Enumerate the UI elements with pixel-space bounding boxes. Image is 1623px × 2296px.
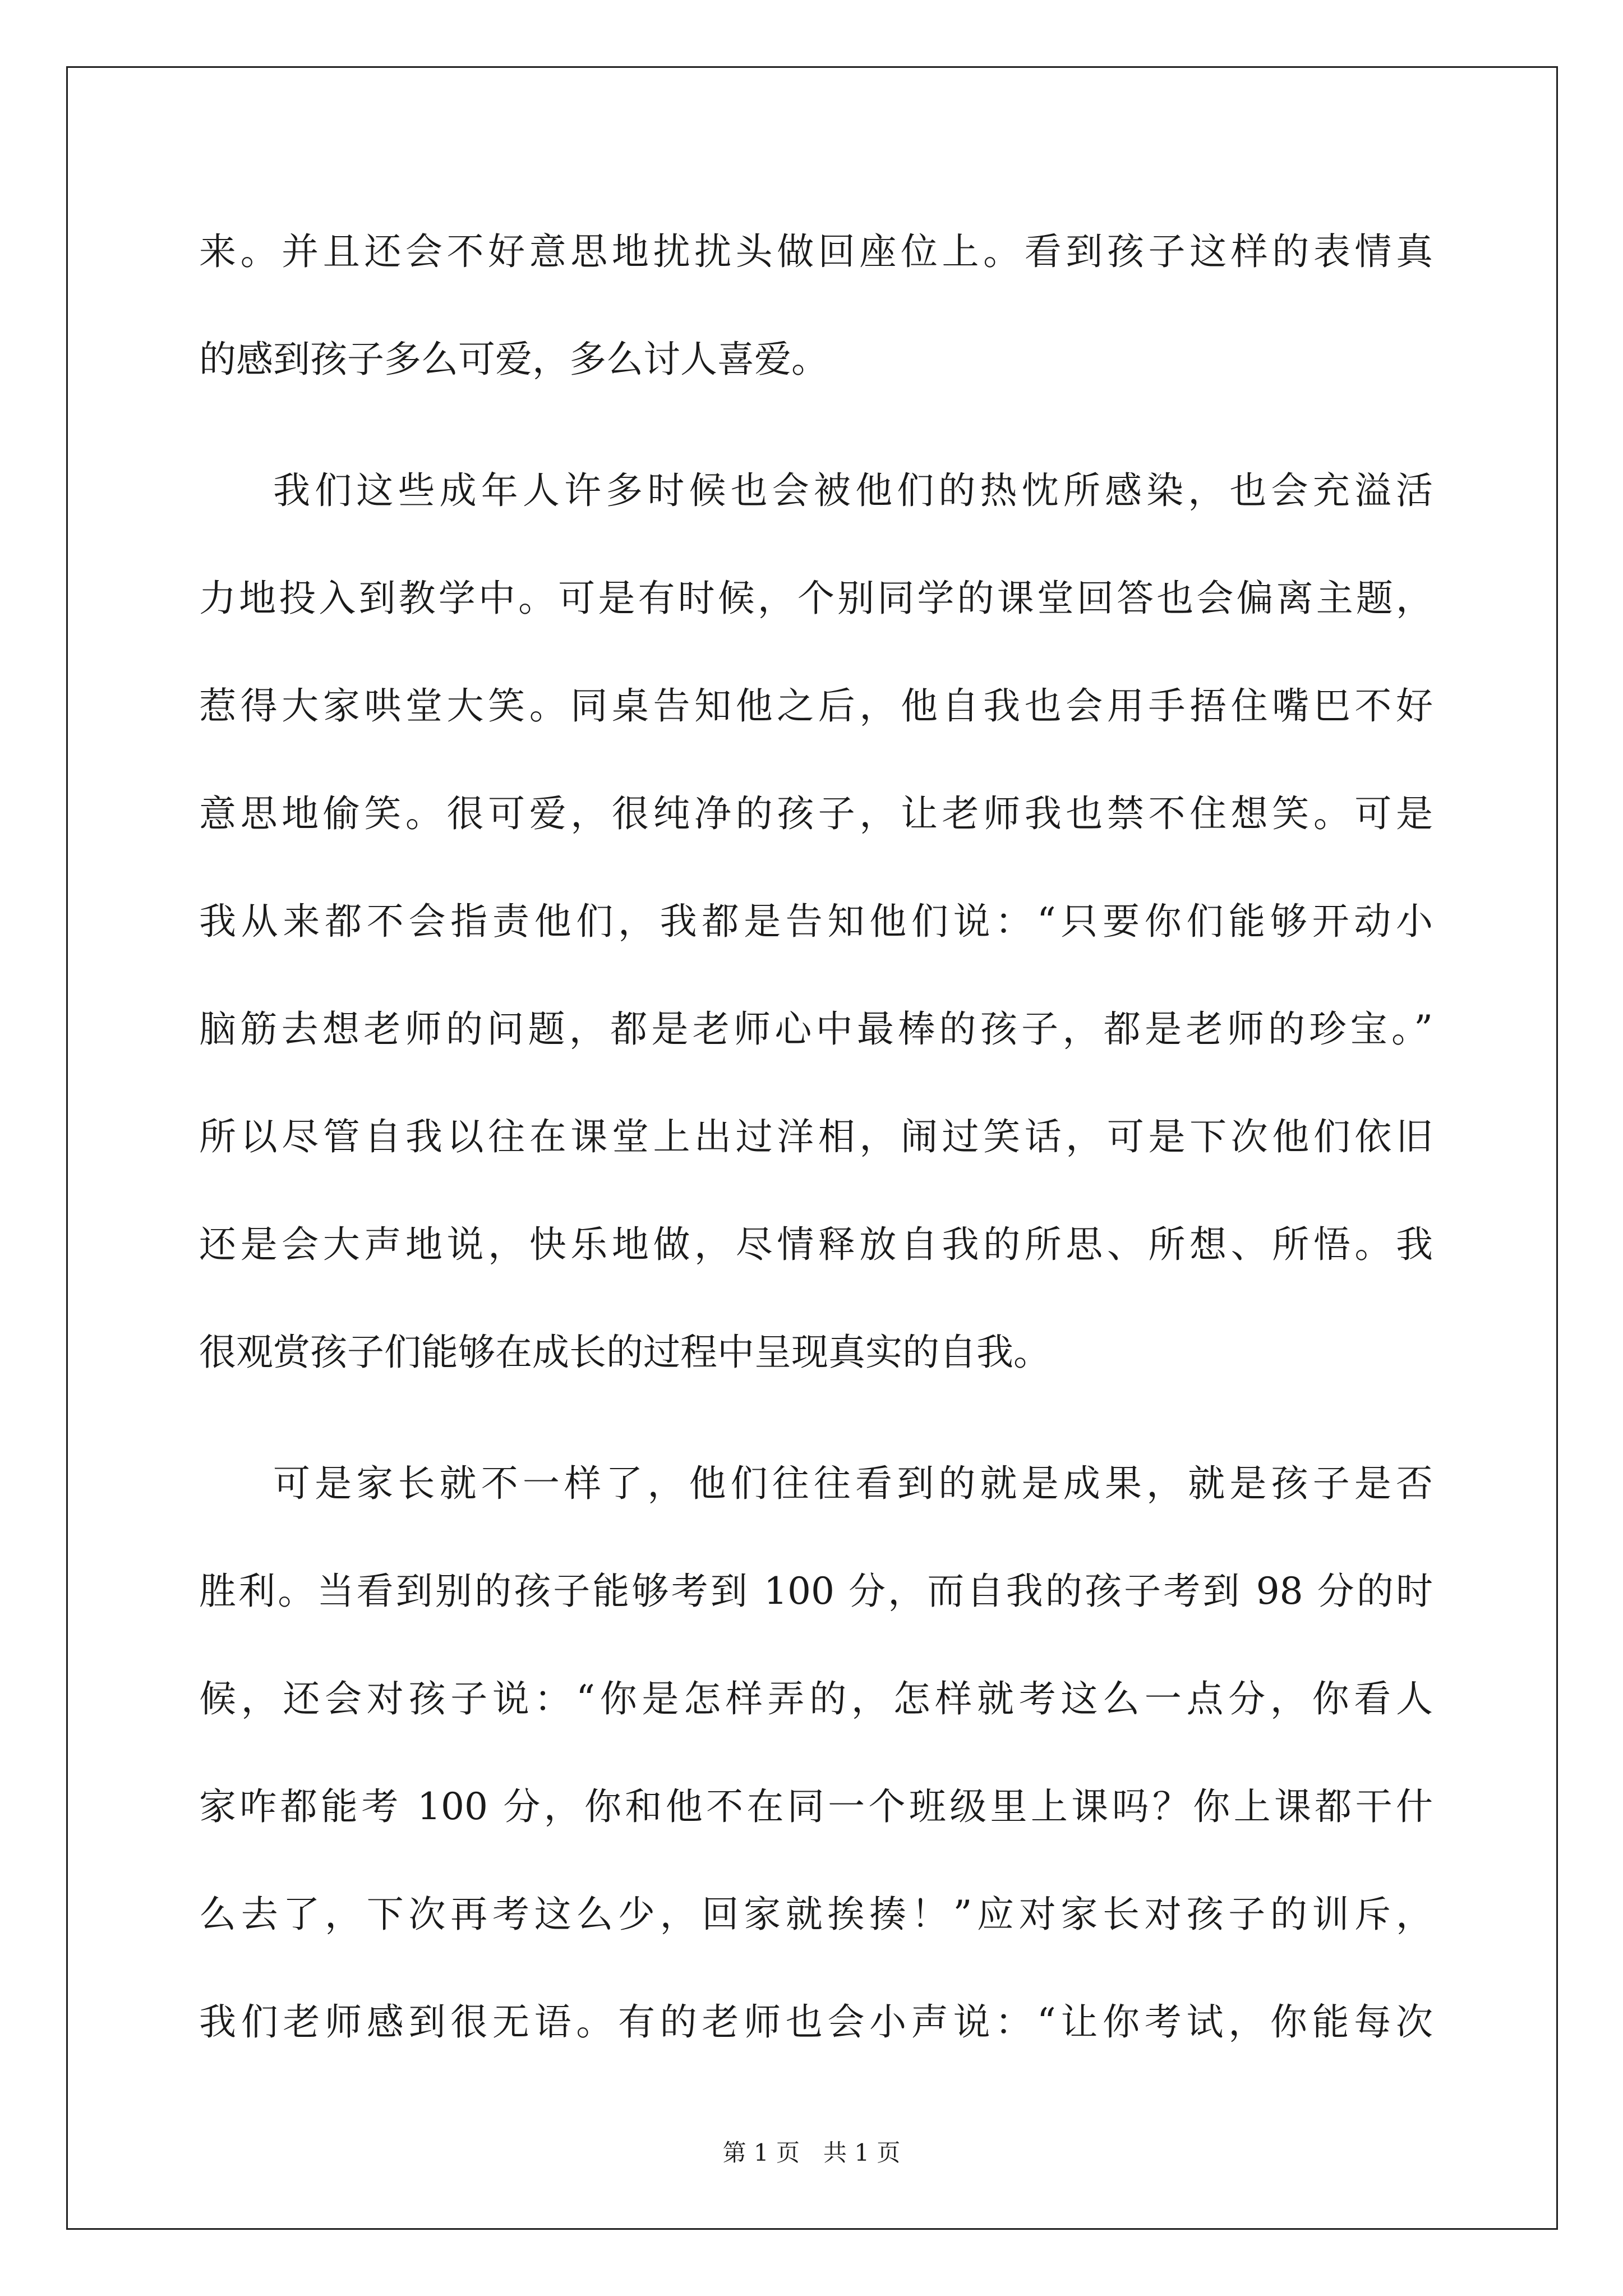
text-line: 么去了，下次再考这么少，回家就挨揍！”应对家长对孩子的训斥， [199, 1893, 1433, 1936]
text-line: 胜利。当看到别的孩子能够考到 100 分，而自我的孩子考到 98 分的时 [199, 1570, 1433, 1613]
text-line: 的感到孩子多么可爱，多么讨人喜爱。 [199, 338, 828, 381]
text-line: 意思地偷笑。很可爱，很纯净的孩子，让老师我也禁不住想笑。可是 [199, 792, 1433, 835]
text-line: 候，还会对孩子说：“你是怎样弄的，怎样就考这么一点分，你看人 [199, 1677, 1433, 1720]
page-number-footer: 第 1 页 共 1 页 [722, 2139, 901, 2166]
text-line: 惹得大家哄堂大笑。同桌告知他之后，他自我也会用手捂住嘴巴不好 [199, 684, 1433, 728]
text-line: 我们老师感到很无语。有的老师也会小声说：“让你考试，你能每次 [199, 2000, 1433, 2044]
text-line: 家咋都能考 100 分，你和他不在同一个班级里上课吗？你上课都干什 [199, 1785, 1433, 1828]
text-line: 来。并且还会不好意思地扰扰头做回座位上。看到孩子这样的表情真 [199, 230, 1433, 273]
text-line-paragraph-start: 可是家长就不一样了，他们往往看到的就是成果，就是孩子是否 [273, 1462, 1433, 1505]
body-text [199, 210, 1433, 2088]
text-line-paragraph-start: 我们这些成年人许多时候也会被他们的热忱所感染，也会充溢活 [273, 469, 1433, 512]
text-line: 我从来都不会指责他们，我都是告知他们说：“只要你们能够开动小 [199, 900, 1433, 943]
text-line: 力地投入到教学中。可是有时候，个别同学的课堂回答也会偏离主题， [199, 577, 1433, 620]
text-line: 还是会大声地说，快乐地做，尽情释放自我的所思、所想、所悟。我 [199, 1223, 1433, 1266]
text-line: 所以尽管自我以往在课堂上出过洋相，闹过笑话，可是下次他们依旧 [199, 1115, 1433, 1158]
text-line: 很观赏孩子们能够在成长的过程中呈现真实的自我。 [199, 1331, 1050, 1374]
text-line: 脑筋去想老师的问题，都是老师心中最棒的孩子，都是老师的珍宝。” [199, 1007, 1433, 1051]
